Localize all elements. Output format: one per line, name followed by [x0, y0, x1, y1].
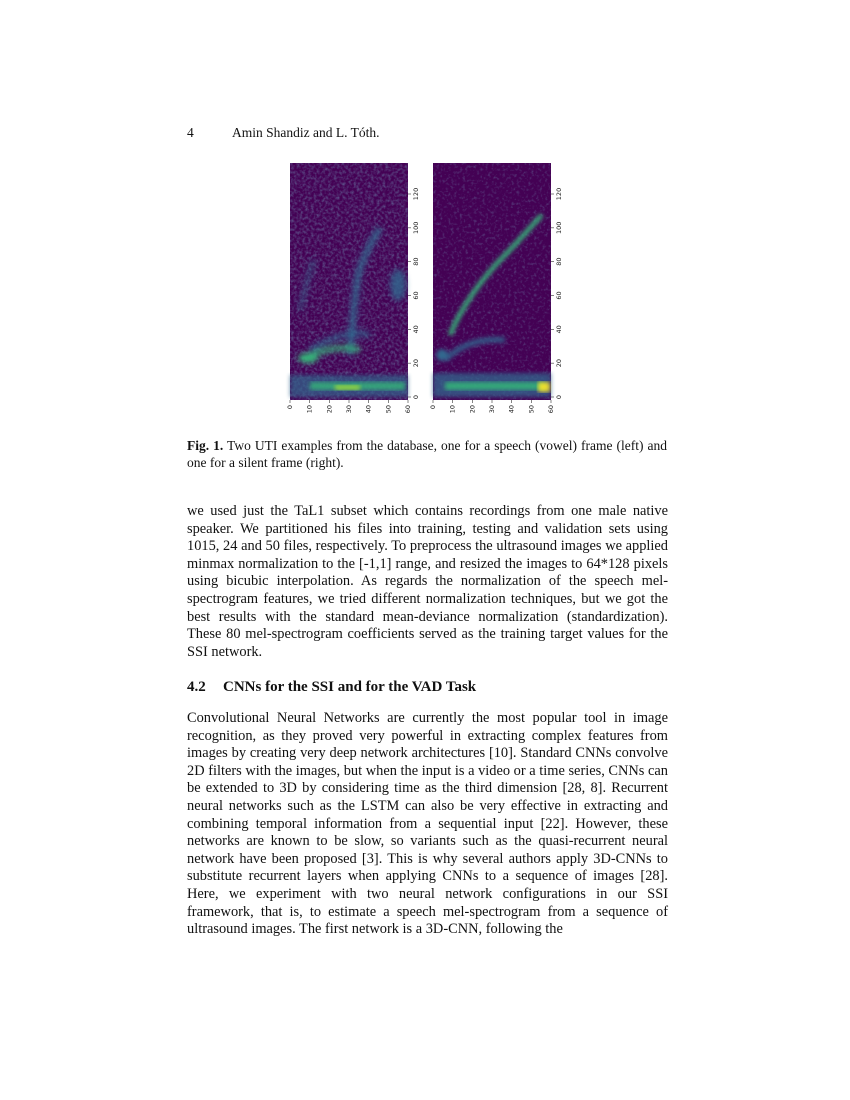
y-tick-label: 120	[412, 187, 420, 201]
x-tick-label: 0	[429, 405, 437, 410]
y-tick-label: 100	[412, 221, 420, 235]
y-tick-label: 40	[412, 325, 420, 334]
x-tick-label: 60	[404, 405, 412, 414]
x-tick-label: 60	[547, 405, 555, 414]
right-bottom-band-peak	[538, 382, 550, 392]
figure-1	[280, 160, 580, 420]
y-tick-label: 80	[412, 257, 420, 266]
y-tick-label: 60	[555, 291, 563, 300]
x-tick-label: 50	[384, 405, 393, 414]
running-head	[187, 125, 380, 141]
x-tick-label: 10	[305, 405, 314, 414]
x-tick-label: 30	[345, 405, 353, 414]
x-tick-label: 40	[507, 405, 516, 414]
y-tick-label: 40	[555, 325, 563, 334]
caption-text: Two UTI examples from the database, one for a speech (vowel) frame (left) and one for a silent frame (right).	[187, 438, 667, 470]
figure-caption	[187, 437, 667, 471]
left-uti-panel	[290, 163, 408, 400]
y-tick-label: 120	[555, 187, 563, 201]
x-tick-label: 10	[448, 405, 457, 414]
paragraph-data-preprocessing: we used just the TaL1 subset which contains recordings from one male native speaker. We partitioned his files into training, testing and validation sets using 1015, 24 and 50 files, respectively. To preprocess the ultrasound images we applied minmax normalization to the [-1,1] range, and resized the images to 64*128 pixels using bicubic interpolation. As regards the normalization of the speech mel-spectrogram features, we tried different normalization techniques, but we got the best results with the standard mean-deviance normalization (standardization). These 80 mel-spectrogram coefficients served as the training target values for the SSI network.	[187, 503, 668, 660]
author-line: Amin Shandiz and L. Tóth.	[232, 125, 380, 140]
right-bottom-band-bright	[445, 382, 545, 390]
x-tick-label: 50	[527, 405, 536, 414]
section-title: CNNs for the SSI and for the VAD Task	[223, 679, 477, 695]
right-panel-noise	[433, 163, 551, 400]
x-tick-label: 30	[488, 405, 496, 414]
y-tick-label: 20	[555, 359, 563, 368]
y-tick-label: 80	[555, 257, 563, 266]
x-tick-label: 20	[468, 405, 477, 414]
x-tick-label: 20	[325, 405, 334, 414]
left-bottom-band-peak	[335, 385, 360, 390]
x-tick-label: 40	[364, 405, 373, 414]
section-heading	[187, 679, 476, 696]
right-uti-panel	[433, 163, 551, 400]
y-tick-label: 0	[555, 394, 563, 400]
y-tick-label: 0	[412, 394, 420, 400]
y-tick-label: 100	[555, 221, 563, 235]
uti-figure	[280, 160, 580, 420]
page-number: 4	[187, 125, 194, 140]
y-tick-label: 20	[412, 359, 420, 368]
x-tick-label: 0	[286, 405, 294, 410]
caption-label: Fig. 1.	[187, 438, 224, 453]
section-number: 4.2	[187, 679, 206, 695]
paragraph-cnn-description: Convolutional Neural Networks are currently the most popular tool in image recognition, as they proved very powerful in extracting complex features from images by creating very deep network architectures [10]. Standard CNNs convolve 2D filters with the images, but when the input is a video or a time series, CNNs can be extended to 3D by considering time as the third dimension [28, 8]. Recurrent neural networks such as the LSTM can also be very effective in extracting and combining temporal information from a sequential input [22]. However, these networks are known to be slow, so variants such as the quasi-recurrent neural network have been proposed [3]. This is why several authors apply 3D-CNNs to substitute recurrent layers when applying CNNs to a sequence of images [28]. Here, we experiment with two neural network configurations in our SSI framework, that is, to estimate a speech mel-spectrogram from a sequence of ultrasound images. The first network is a 3D-CNN, following the	[187, 710, 668, 938]
y-tick-label: 60	[412, 291, 420, 300]
